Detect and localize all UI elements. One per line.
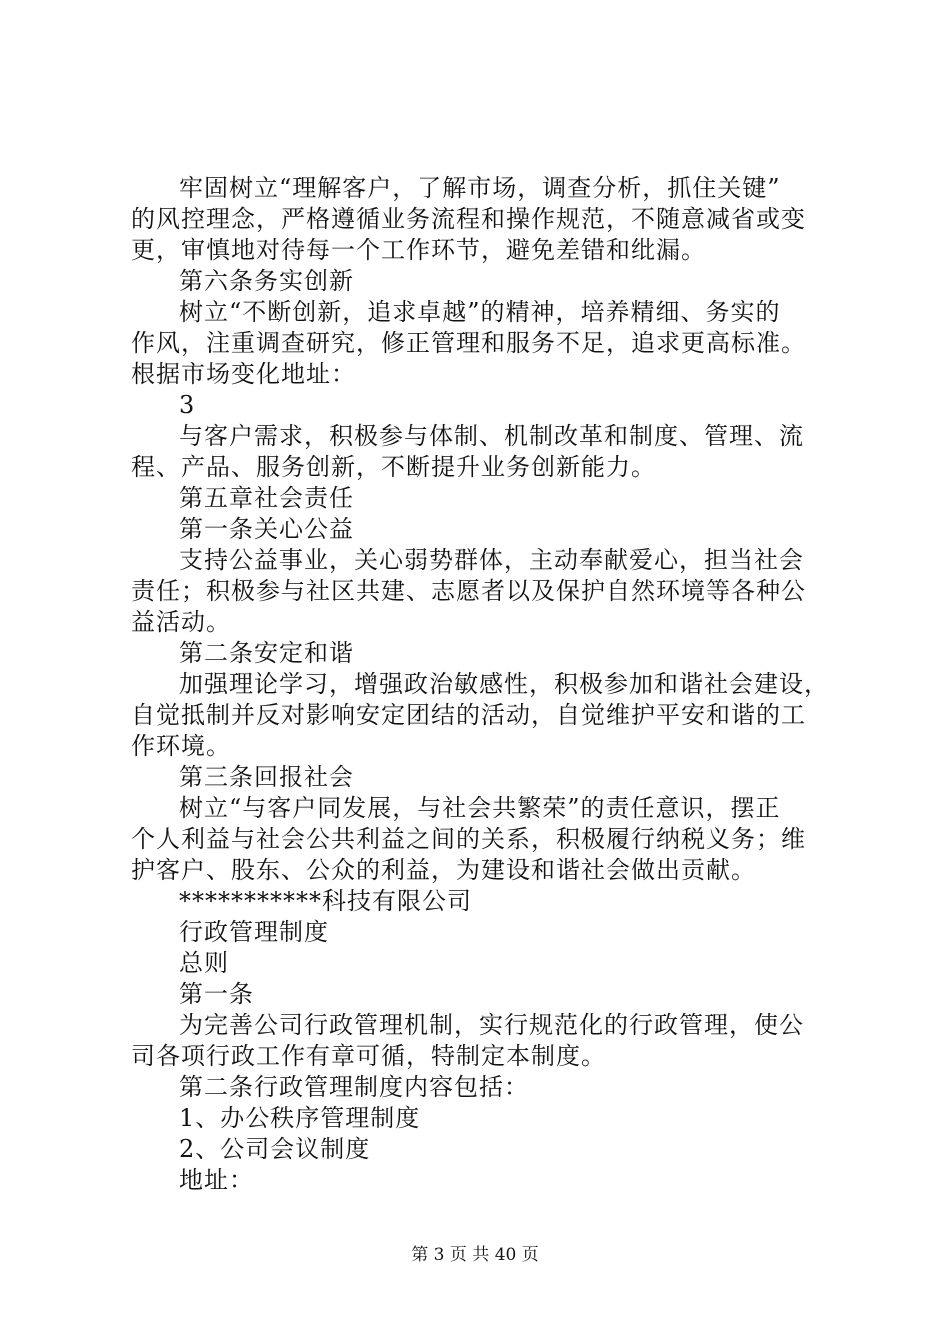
section-heading: 第一条关心公益 — [179, 515, 354, 543]
paragraph-line: 益活动。 — [131, 608, 231, 636]
paragraph-line: 程、产品、服务创新，不断提升业务创新能力。 — [131, 453, 656, 481]
paragraph-line: 为完善公司行政管理机制，实行规范化的行政管理，使公 — [179, 1011, 804, 1039]
section-heading: 第二条行政管理制度内容包括： — [179, 1073, 529, 1101]
document-body — [131, 173, 831, 1196]
section-heading: 第三条回报社会 — [179, 763, 354, 791]
company-name: ***********科技有限公司 — [179, 887, 472, 915]
paragraph-line: 树立“不断创新，追求卓越”的精神，培养精细、务实的 — [179, 298, 781, 326]
paragraph-line: 护客户、股东、公众的利益，为建设和谐社会做出贡献。 — [131, 856, 756, 884]
section-heading: 第一条 — [179, 980, 254, 1008]
paragraph-line: 作环境。 — [131, 732, 231, 760]
section-heading: 第二条安定和谐 — [179, 639, 354, 667]
paragraph-line: 地址： — [179, 1166, 254, 1194]
paragraph-line: 支持公益事业，关心弱势群体，主动奉献爱心，担当社会 — [179, 546, 804, 574]
paragraph-line: 司各项行政工作有章可循，特制定本制度。 — [131, 1042, 606, 1070]
paragraph-line: 树立“与客户同发展，与社会共繁荣”的责任意识，摆正 — [179, 794, 781, 822]
page-footer: 第 3 页 共 40 页 — [411, 1245, 539, 1265]
list-item: 1、办公秩序管理制度 — [179, 1104, 421, 1132]
paragraph-line: 自觉抵制并反对影响安定团结的活动，自觉维护平安和谐的工 — [131, 701, 806, 729]
list-item: 2、公司会议制度 — [179, 1135, 371, 1163]
paragraph-line: 根据市场变化地址： — [131, 360, 356, 388]
paragraph-line: 个人利益与社会公共利益之间的关系，积极履行纳税义务；维 — [131, 825, 806, 853]
section-heading: 第六条务实创新 — [179, 267, 354, 295]
chapter-heading: 第五章社会责任 — [179, 484, 354, 512]
paragraph-line: 更，审慎地对待每一个工作环节，避免差错和纰漏。 — [131, 236, 706, 264]
paragraph-line: 责任；积极参与社区共建、志愿者以及保护自然环境等各种公 — [131, 577, 806, 605]
page-number-inline: 3 — [179, 391, 196, 419]
paragraph-line: 作风，注重调查研究，修正管理和服务不足，追求更高标准。 — [131, 329, 806, 357]
paragraph-line: 的风控理念，严格遵循业务流程和操作规范，不随意减省或变 — [131, 205, 806, 233]
paragraph-line: 加强理论学习，增强政治敏感性，积极参加和谐社会建设， — [179, 670, 829, 698]
document-title: 行政管理制度 — [179, 918, 329, 946]
paragraph-line: 与客户需求，积极参与体制、机制改革和制度、管理、流 — [179, 422, 804, 450]
chapter-heading: 总则 — [179, 949, 229, 977]
paragraph-line: 牢固树立“理解客户，了解市场，调查分析，抓住关键” — [179, 174, 781, 202]
